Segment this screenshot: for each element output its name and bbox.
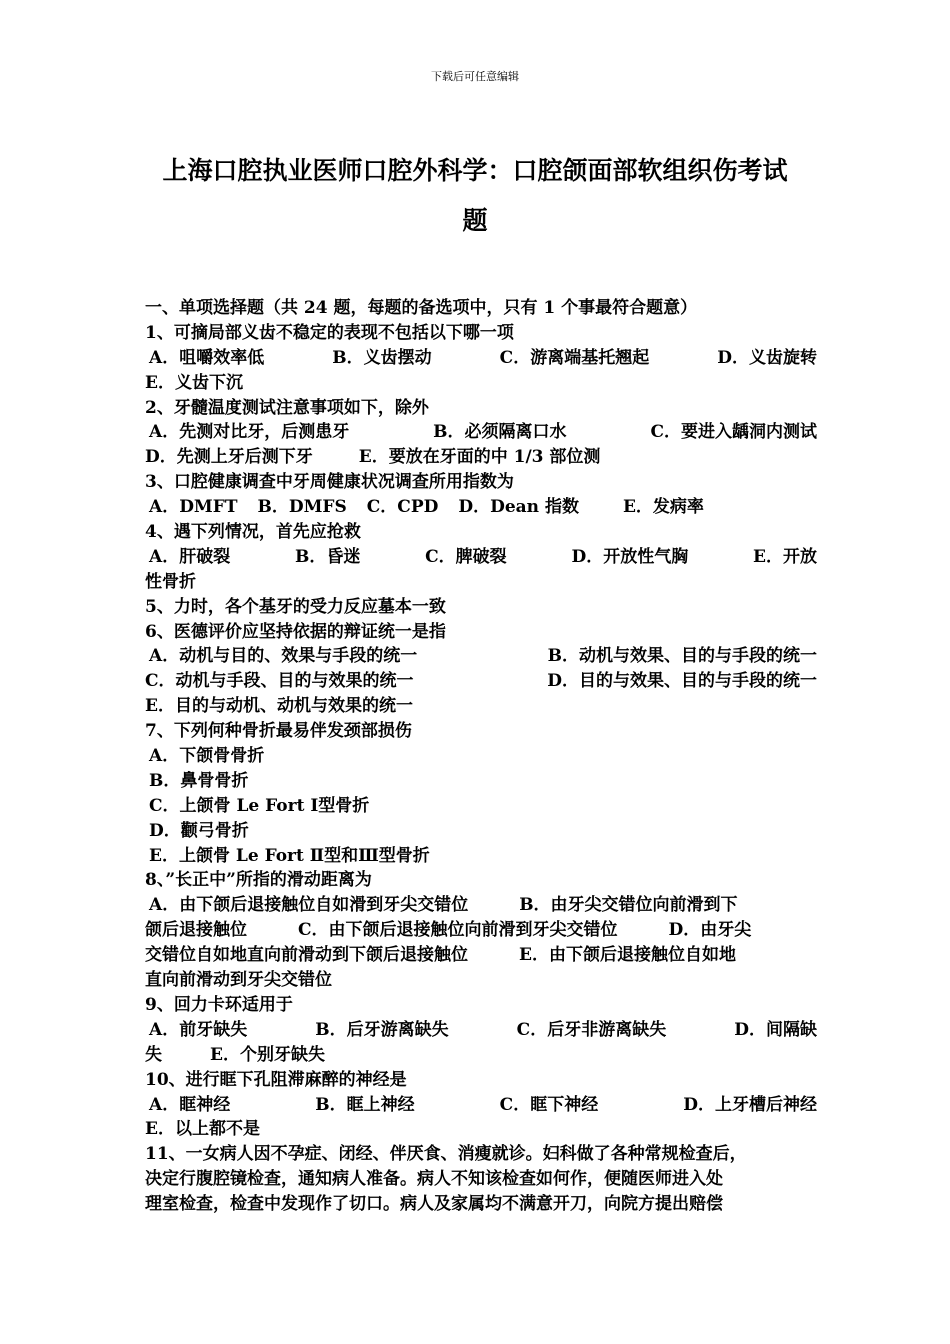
option: A．肝破裂 <box>149 546 231 567</box>
option: B．眶上神经 <box>315 1094 415 1115</box>
question-stem: 8、”长正中”所指的滑动距离为 <box>145 870 372 891</box>
question-stem: 6、医德评价应坚持依据的辩证统一是指 <box>145 621 446 642</box>
option: E．个别牙缺失 <box>210 1044 325 1065</box>
option: C．动机与手段、目的与效果的统一 <box>145 671 414 692</box>
option: A．咀嚼效率低 <box>149 347 265 368</box>
title-line-2: 题 <box>462 206 488 235</box>
option-row <box>145 545 817 570</box>
question-stem: 5、力时，各个基牙的受力反应墓本一致 <box>145 596 446 617</box>
title-line-1: 上海口腔执业医师口腔外科学：口腔颌面部软组织伤考试 <box>162 156 788 185</box>
option: A．动机与目的、效果与手段的统一 <box>149 646 418 667</box>
option: C．游离端基托翘起 <box>499 347 650 368</box>
option: C．脾破裂 <box>425 546 507 567</box>
option: D．目的与效果、目的与手段的统一 <box>547 671 817 692</box>
option: E．要放在牙面的中 1/3 部位测 <box>358 447 601 468</box>
question-stem: 9、回力卡环适用于 <box>145 994 293 1015</box>
option: D．上牙槽后神经 <box>683 1094 817 1115</box>
option-text-line: 交错位自如地直向前滑动到下颌后退接触位 E．由下颌后退接触位自如地 <box>145 945 736 966</box>
option-row <box>145 495 817 520</box>
option-row: E．目的与动机、动机与效果的统一 <box>145 696 413 717</box>
option: B．后牙游离缺失 <box>315 1019 449 1040</box>
option: B．DMFS <box>257 497 347 518</box>
option: A．DMFT <box>149 497 238 518</box>
option-text-line: 直向前滑动到牙尖交错位 <box>145 970 332 991</box>
question-stem: 理室检查，检查中发现作了切口。病人及家属均不满意开刀，向院方提出赔偿 <box>145 1194 723 1215</box>
header-note: 下载后可任意编辑 <box>431 70 519 83</box>
question-stem: 1、可摘局部义齿不稳定的表现不包括以下哪一项 <box>145 322 514 343</box>
option: C．CPD <box>366 497 439 518</box>
exam-content <box>145 296 817 1217</box>
option: B．义齿摆动 <box>332 347 432 368</box>
option-continuation: 性骨折 <box>145 571 196 592</box>
question-stem: 10、进行眶下孔阻滞麻醉的神经是 <box>145 1069 407 1090</box>
option: C．要进入龋洞内测试 <box>650 422 817 443</box>
option: C．眶下神经 <box>499 1094 599 1115</box>
question-stem: 4、遇下列情况，首先应抢救 <box>145 522 361 543</box>
option-row <box>145 669 817 694</box>
option: A．下颌骨骨折 <box>149 746 265 767</box>
option: E．发病率 <box>622 497 704 518</box>
option-text-line: A．由下颌后退接触位自如滑到牙尖交错位 B．由牙尖交错位向前滑到下 <box>149 895 738 916</box>
option: B．鼻骨骨折 <box>149 770 249 791</box>
section-title: 一、单项选择题（共 24 题，每题的备选项中，只有 1 个事最符合题意） <box>145 298 698 318</box>
option-row: E．以上都不是 <box>145 1119 260 1140</box>
option-text-line: 颌后退接触位 C．由下颌后退接触位向前滑到牙尖交错位 D．由牙尖 <box>145 920 752 941</box>
option: D．义齿旋转 <box>717 347 817 368</box>
option: C．上颌骨 Le Fort Ⅰ型骨折 <box>149 795 370 816</box>
question-stem: 11、一女病人因不孕症、闭经、伴厌食、消瘦就诊。妇科做了各种常规检查后， <box>145 1144 747 1165</box>
option: B．昏迷 <box>294 546 361 567</box>
document-title <box>150 146 800 246</box>
option: A．前牙缺失 <box>149 1019 248 1040</box>
option-row <box>145 445 817 470</box>
option: A．先测对比牙，后测患牙 <box>149 422 350 443</box>
option: E．上颌骨 Le Fort Ⅱ型和Ⅲ型骨折 <box>149 845 430 866</box>
question-stem: 7、下列何种骨折最易伴发颈部损伤 <box>145 721 412 742</box>
option-row <box>145 1018 817 1043</box>
option: D．先测上牙后测下牙 <box>145 447 313 468</box>
question-stem: 3、口腔健康调查中牙周健康状况调查所用指数为 <box>145 472 514 493</box>
option-row <box>145 644 817 669</box>
option-row <box>145 371 817 396</box>
option-continuation: 失 <box>145 1044 162 1065</box>
option-row <box>145 346 817 371</box>
option: B．必须隔离口水 <box>433 422 567 443</box>
option: D．开放性气胸 <box>571 546 689 567</box>
option: C．后牙非游离缺失 <box>516 1019 667 1040</box>
option: A．眶神经 <box>149 1094 231 1115</box>
option-row <box>145 1093 817 1118</box>
option: E．开放 <box>752 546 817 567</box>
option-row <box>145 420 817 445</box>
option-row <box>145 1043 817 1068</box>
question-stem: 决定行腹腔镜检查，通知病人准备。病人不知该检查如何作，便随医师进入处 <box>145 1169 723 1190</box>
option: D．间隔缺 <box>734 1019 817 1040</box>
option: E．义齿下沉 <box>145 372 243 393</box>
option: D．Dean 指数 <box>458 497 579 518</box>
option: B．动机与效果、目的与手段的统一 <box>547 646 817 667</box>
option: D．颧弓骨折 <box>149 820 249 841</box>
question-stem: 2、牙髓温度测试注意事项如下，除外 <box>145 397 429 418</box>
